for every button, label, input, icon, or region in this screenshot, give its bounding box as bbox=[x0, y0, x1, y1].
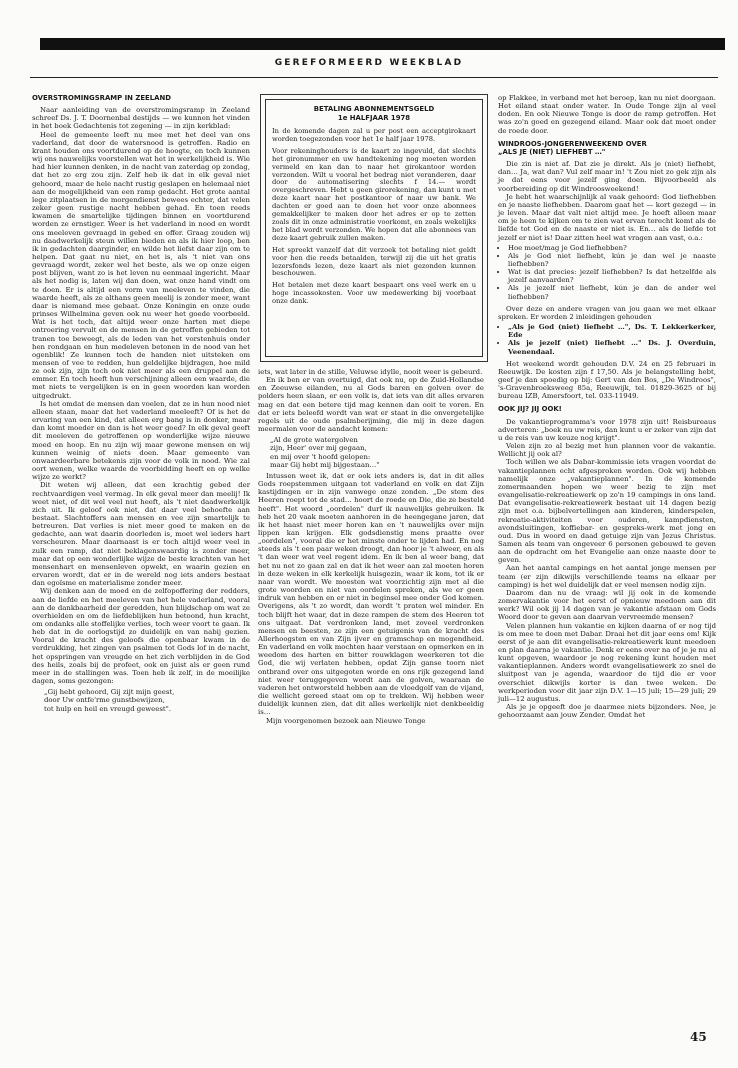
masthead: GEREFORMEERD WEEKBLAD bbox=[274, 58, 464, 68]
article-paragraph: Aan het aantal campings en het aantal jonge mensen per team (er zijn dikwijls verschillende teams na elkaar per camping) is het wel duidelijk dat er veel mensen nodig zijn. bbox=[498, 564, 716, 589]
windroos-heading: WINDROOS-JONGERENWEEKEND OVER bbox=[498, 139, 647, 148]
payment-notice-inner bbox=[265, 99, 483, 357]
article-paragraph: Is het omdat de mensen dan voelen, dat ze in hun nood niet alleen staan, maar dat het vaderland meeleeft? Of is het de ervaring van een kind, dat alleen erg bang is in donker, maar dan komt moeder en dan is het weer goed? In elk geval geeft dit meeleven de getroffenen op wonderlijke wijze nieuwe moed en hoop. En nu zijn wij maar gewone mensen en wij kunnen weinig of niets doen. Maar gemeente van onwaardeerbare betekenis zijn voor de volk in nood. Wie zal oort wenen, welke waarde de voorbidding heeft en op welke wijze ze werkt? bbox=[32, 399, 250, 482]
article-paragraph: Het weekend wordt gehouden D.V. 24 en 25 februari in Reeuwijk. De kosten zijn f 17,50. Als je belangstelling hebt, geef je dan spoedig op bij: Gert van den Bos, „De Windroos", 's-Gravenbroeksweeg 85a, Reeuwijk, tel. 01829-3625 of bij bureau IZB, Amersfoort, tel. 033-11949. bbox=[498, 359, 716, 401]
article-paragraph: Heel de gemeente leeft nu mee met het deel van ons vaderland, dat door de watersnood is getroffen. Radio en krant houden ons voortdurend op de hoogte, en toch kunnen wij ons nauwelijks voorstellen wat het in werkelijkheid is. Wie had hier kunnen denken, in de nacht van zaterdag op zondag, dat het zo erg zou zijn. Zelf heb ik dat in elk geval niet gehoord, maar de hele nacht rustig geslapen en helemaal niet aan de mogelijkheid van een ramp gedacht. Het grote aantal lege zitplaatsen in de morgendienst bewees echter, dat velen zeker geen rustige nacht hebben gehad. En toen reeds kwamen de smartelijke tijdingen binnen en voortdurend worden ze ernstiger. Weer is het vaderland in nood en wordt ons meeleven gevraagd in gebed en offer. Graag zouden wij nu daadwerkelijk steun willen bieden en als ik hier loop, ben ik in gedachten daarginder, en wilde het liefst daar zijn om te helpen. Dat gaat nu niet, en het is, als 't niet van ons gevraagd wordt, zeker wel het beste, als we op onze eigen post blijven, want zo is het leven nu eenmaal ingericht. Maar als het nodig is, laten wij dan doen, wat onze hand vindt om te doen. Er is altijd een vorm van meeleven te vinden, die waarde heeft, als ze althans geen meelij is zonder meer, want daar is niemand mee gebaat. Onze Koningin en onze oude prinses Wilhelmina geven ook nu weer het goede voorbeeld. Wat is het toch, dat altijd weer onze harten met diepe ontroering vervult en de mensen in de getroffen gebieden tot tranen toe beweegt, als de leden van het vorstenhuis onder hen rondgaan en hun medeleven betonen in de nood van het ogenblik! Ze kunnen toch de handen niet uitsteken om mensen of vee te redden, hun geldelijke bijdragen, hoe mild ze ook zijn, zijn toch ook niet meer als een druppel aan de emmer. En toch heeft hun verschijning alleen een waarde, die met niets te vergelijken is en in geen woorden kan worden uitgedrukt. bbox=[32, 130, 250, 400]
column-3 bbox=[498, 94, 716, 719]
column-1 bbox=[32, 94, 250, 716]
page-number: 45 bbox=[690, 1030, 707, 1044]
article-paragraph: op Flakkee, in verband met het beroep, kan nu niet doorgaan. Het eiland staat onder water. In Oude Tonge zijn al veel doden. En ook Nieuwe Tonge is door de ramp getroffen. Het was zo'n goed en gezegend eiland. Maar ook dat moet onder de roede door. bbox=[498, 94, 716, 135]
article-paragraph: Daarom dan nu de vraag: wil jij ook in de komende zomervakantie voor het eerst of opnieuw meedoen aan dit werk? Wil ook jij 14 dagen van je vakantie afstaan om Gods Woord door te geven aan daarvan vervreemde mensen? bbox=[498, 588, 716, 622]
payment-paragraph: Voor rekeninghouders is de kaart zo ingevuld, dat slechts het gironummer en uw handtekening nog moeten worden vermeld en kan dan to naar het girokantoor worden verzonden. Wilt u vooral het bedrag niet veranderen, daar door de automatisering slechts f 14.— wordt overgeschreven. Hebt u geen girorekening, dan kunt u met deze kaart naar het postkantoor of naar uw bank. We dachten er goed aan te doen het voor onze abonnees gemakkelijker te maken door het adres er op te zetten zoals dit in onze administratie voorkomt, en zoals wekelijks het blad wordt verzonden. We hopen dat alle abonnees van deze kaart gebruik zullen maken. bbox=[272, 146, 476, 242]
list-item: • Als je jezelf niet liefhebt, kún je dan de ander wel liefhebben? bbox=[508, 284, 716, 300]
article-paragraph: Intussen weet ik, dat er ook iets anders is, dat in dit alles Gods roepstemmen uitgaan tot vaderland en volk en dat Zijn kastijdingen er in zijn vanwege onze zonden. „De stem des Heeren roept tot de stad… hoort de roede en Die, die ze besteld heeft". Het woord „oordelen" durf ik nauwelijks gebruiken. Ik heb het 20 vaak moeten aanhoren in de heengegane jaren, dat ik het haast niet meer horen kan en 't nauwelijks over mijn lippen kan krijgen. Elk godsdienstig mens praatte over „oordelen", vooral die er het minste onder te lijden had. En nog steeds als 't een paar weken droogt, dan hoor je 't alweer, en als 't dan weer wat veel regent idem. En ik ben al weer bang, dat het nu net zo gaan zal en dat ik het weer aan zal moeten horen in deze weken in elk kerkelijk huisgezin, waar ik kom, tot ik er naar van wordt. We moesten wat voorzichtig zijn met al die grote woorden en niet van oordelen spreken, als we er geen indruk van hebben en er niet in beginsel mee onder God komen. Overigens, als 't zo wordt, dan wordt 't praten wel minder. En toch blijft het waar, dat in deze rampen de stem des Heeren tot ons uitgaat. Dat verdronken land, met zoveel verdronken mensen en beesten, ze zijn een getuigenis van de kracht des Allerhoogsten en van Zijn ijver en gramschap en mogendheid. En vaderland en volk mochten haar verstaan en opmerken en in weedom des harten en bitter rouwklagen weerkeren tot die God, die wij verlaten hebben, opdat Zijn ganse toorn niet ontbrand over ons uitgegoten worde en ons rijk gezegend land niet weer teruggegeven wordt aan de golven, waaraan de vaderen het ontworsteld hebben aan de vloedgolf van de vijand, die wellicht gereed staat om op te trekken. Wij hebben weer duidelijk kunnen zien, dat dit alles werkelijk niet denkbeeldig is… bbox=[258, 471, 484, 717]
article-paragraph: Velen plannen hun vakantie en kijken daarna of er nog tijd is om mee te doen met Dabar. Draai het dit jaar eens om! Kijk eerst of je aan dit evangelisatie-rekreatiewerk kunt meedoen en plan daarna je vakantie. Denk er eens over na of je je nu al kunt opgeven, waardoor je nog rekening kunt houden met vakantieplannen. Anders wordt evangelisatiewerk zo snel de sluitpost van je agenda, waardoor de tijd die er voor overschiet dikwijls korter is dan twee weken. De werkperioden voor dit jaar zijn D.V. 1—15 juli; 15—29 juli; 29 juli—12 augustus. bbox=[498, 621, 716, 703]
dabar-heading: OOK JIJ? JIJ OOK! bbox=[498, 405, 562, 414]
payment-paragraph: In de komende dagen zal u per post een acceptgirokaart worden toegezonden voor het 1e half jaar 1978. bbox=[272, 127, 476, 143]
talks-list bbox=[498, 323, 716, 356]
article-paragraph: Velen zijn zo al bezig met hun plannen voor de vakantie. Wellicht jij ook al? bbox=[498, 442, 716, 459]
article-paragraph: Je hebt het waarschijnlijk al vaak gehoord: God liefhebben en je naaste liefhebben. Daarom gaat het — kort gezegd — in je leven. Maar dat valt niet altijd mee. Je hoeft alleen maar om je heen te kijken om te zien wat ervan terecht komt als de liefde tot God en de naaste er niet is. En… als de liefde tot jezelf er niet is! Daar zitten heel wat vragen aan vast, o.a.: bbox=[498, 192, 716, 242]
payment-title-line1: BETALING ABONNEMENTSGELD bbox=[313, 105, 435, 113]
article-paragraph: Dit weten wij alleen, dat een krachtig gebed der rechtvaardigen veel vermag. In elk geval meer dan meelij! Ik weet niet, of dit wel veel nut heeft, als 't niet daadwerkelijk zich uit. Ik geloof ook niet, dat daar veel behoefte aan bestaat. Slachtoffers aan mensen en vee zijn smartelijk te betreuren. Dat verlies is niet meer goed te maken en de gedachte, aan wat daarin doorleden is, moet wel ieders hart verscheuren. Maar daarnaast is er toch altijd weer veel in zulk een ramp, dat niet beklagenswaardig is zonder meer, maar dat op een wonderlijke wijze de beste krachten van het mensenhart en mensenleven opwekt, en waarin gezien en ervaren wordt, dat er in de wereld nog iets anders bestaat dan egoïsme en materialisme zonder meer. bbox=[32, 481, 250, 588]
list-item: • Als je jezelf (niet) liefhebt …" Ds. J. Overduin, Veenendaal. bbox=[508, 339, 716, 355]
list-item: • Als je God niet liefhebt, kún je dan wel je naaste liefhebben? bbox=[508, 252, 716, 268]
article-paragraph: Over deze en andere vragen van jou gaan we met elkaar spreken. Er worden 2 inleidingen gehouden bbox=[498, 304, 716, 321]
payment-title-line2: 1e HALFJAAR 1978 bbox=[337, 114, 411, 122]
article-paragraph: Wij denken aan de moed en de zelfopoffering der redders, aan de liefde en het meeleven van het hele vaderland, vooral aan de dankbaarheid der geredden, hun blijdschap om wat ze overhielden en om de liefdeblijken hun betoond, hun kracht, om ondanks alle stoffelijke verlies, toch weer voort te gaan. Ik heb dat in de oorlogstijd zo duidelijk en van nabij gezien. Vooral de kracht des geloofs die openbaar kwam in de verdrukking, het zingen van psalmen tot Gods lof in de nacht, het opspringen van vreugde en het zich verblijden in de God des heils, zoals bij de profeet, ook en juist als er geen rund meer in de stallingen was. Toen heb ik zelf, in de moeilijke dagen, soms gezongen: bbox=[32, 587, 250, 686]
payment-notice-box bbox=[260, 94, 488, 362]
payment-notice-title bbox=[272, 105, 476, 123]
article-paragraph: iets, wat later in de stille, Veluwse idylle, nooit weer is gebeurd. bbox=[258, 368, 483, 376]
list-item: • Hoe moet/mag je God liefhebben? bbox=[508, 244, 716, 252]
column-2 bbox=[258, 368, 484, 725]
top-black-band bbox=[40, 38, 725, 50]
list-item: • Wat is dat precies: jezelf liefhebben? Is dat hetzelfde als jezelf aanvaarden? bbox=[508, 268, 716, 284]
article-heading: OVERSTROMINGSRAMP IN ZEELAND bbox=[32, 94, 171, 102]
article-paragraph: Toch willen we als Dabar-kommissie iets vragen voordat de vakantieplannen echt afgesproken worden. Ook wij hebben namelijk onze „vakantieplannen". In de komende zomermaanden hopen we weer bezig te zijn met evangelisatie-rekreatiewerk op zo'n 19 campings in ons land. Dat evangelisatie-rekreatiewerk bestaat uit 14 dagen bezig zijn met o.a. bijbelvertellingen aan kinderen, kinderspelen, rekreatie-aktiviteiten voor ouderen, kampdiensten, avondsluitingen, koffiebar- en gespreks-werk met jong en oud. Dus in woord en daad getuige zijn van Jezus Christus. Samen als team van ongeveer 6 personen gebouwd te geven aan de opdracht om het Evangelie aan onze naaste door te geven. bbox=[498, 458, 716, 565]
article-paragraph: Naar aanleiding van de overstromingsramp in Zeeland schreef Ds. J. T. Doornenbal destijds — we kunnen het vinden in het boek Gedachtenis tot zegening — in zijn kerkblad: bbox=[32, 106, 250, 131]
payment-paragraph: Het spreekt vanzelf dat dit verzoek tot betaling niet geldt voor hen die reeds betaalden, terwijl zij die uit het gratis lezersfonds lezen, deze kaart als niet gezonden kunnen beschouwen. bbox=[272, 245, 476, 278]
poem-quote: „Gij hebt gehoord, Gij zijt mijn geest, door Uw ontfe'rme gunstbewijzen, tot hulp en heil en vreugd geweest". bbox=[44, 688, 175, 713]
article-paragraph: Die zin is niet af. Dat zie je direkt. Als je (niet) liefhebt, dan… Ja, wat dan? Vul zelf maar in! 't Zou niet zo gek zijn als je dat eens voor jezelf ging doen. Bijvoorbeeld als voorbereiding op dit Windroosweekend! bbox=[498, 160, 716, 193]
article-paragraph: En ik ben er van overtuigd, dat ook nu, op de Zuid-Hollandse en Zeeuwse eilanden, nu al Gods baren en golven over de polders heen slaan, er een volk is, dat iets van dit alles ervaren mag en dat een betere tijd mag kennen dan ooit te voren. En dat er iets beleefd wordt van wat er staat in die onvergetelijke regels uit de oude psalmberijming, die mij in deze dagen meermalen voor de aandacht komen: bbox=[258, 376, 484, 434]
poem-quote: „Al de grote watergolven zijn, Heer' over mij gegaan, en mij over 't hoofd gelopen: maar Gij hebt mij bijgestaan…" bbox=[270, 436, 380, 469]
article-paragraph: Als je je opgeeft doe je daarmee niets bijzonders. Nee, je gehoorzaamt aan jouw Zender. Omdat het bbox=[498, 703, 716, 720]
list-item: • „Als je God (niet) liefhebt …", Ds. T. Lekkerkerker, Ede bbox=[508, 323, 716, 339]
masthead-rule bbox=[30, 77, 718, 78]
windroos-subheading: „ALS JE (NIET) LIEFHEBT …" bbox=[498, 147, 606, 156]
article-paragraph: Mijn voorgenomen bezoek aan Nieuwe Tonge bbox=[266, 716, 426, 725]
question-list bbox=[498, 244, 716, 301]
payment-paragraph: Het betalen met deze kaart bespaart ons veel werk en u hoge incassokosten. Voor uw medewerking bij voorbaat onze dank. bbox=[272, 281, 476, 306]
article-paragraph: De vakantieprogramma's voor 1978 zijn uit! Reisbureaus adverteren: „boek nu uw reis, dan kunt u er zeker van zijn dat u de reis van uw keuze nog krijgt". bbox=[498, 417, 716, 442]
